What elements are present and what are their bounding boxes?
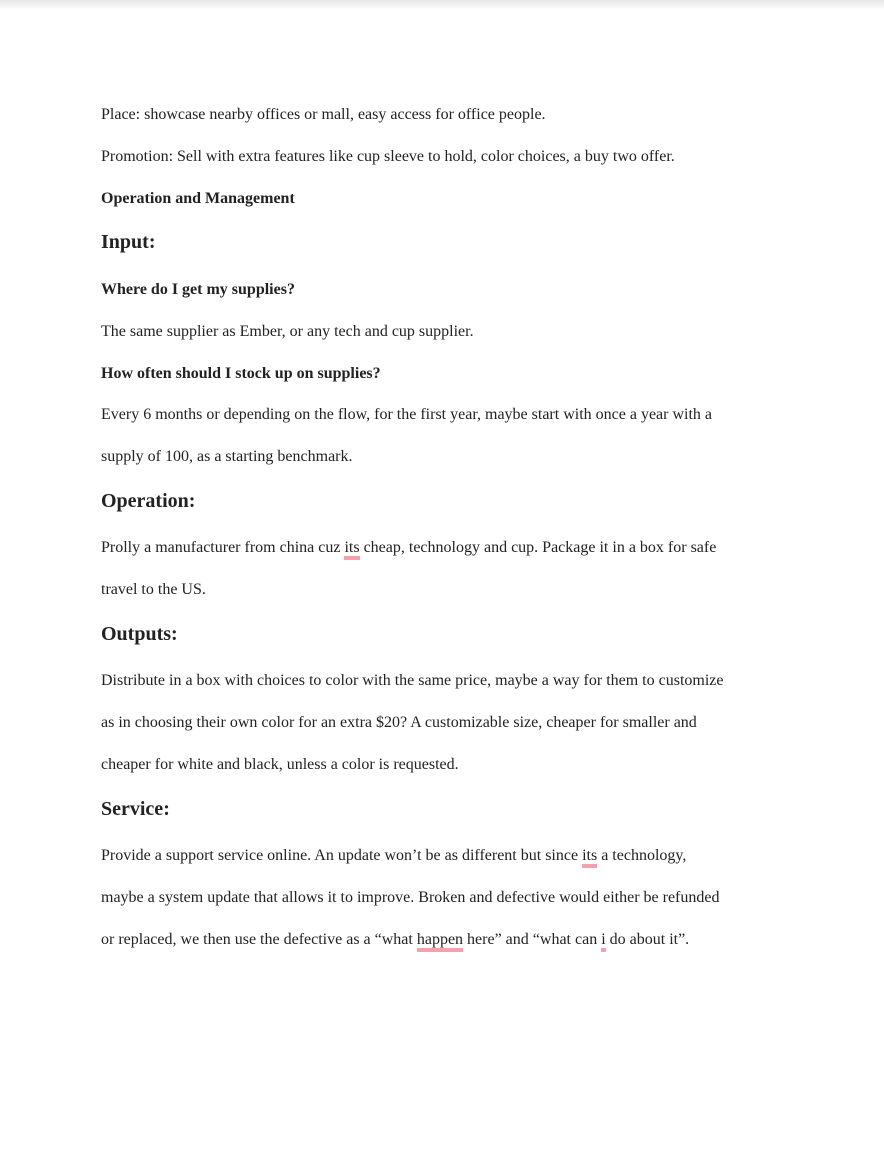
supplies-answer: The same supplier as Ember, or any tech and cup supplier. — [101, 323, 474, 340]
page-top-shadow — [0, 0, 884, 10]
operation-line — [101, 538, 716, 558]
input-heading: Input: — [101, 231, 156, 253]
outputs-line: Distribute in a box with choices to color with the same price, maybe a way for them to customize — [101, 672, 724, 689]
supplies-question: Where do I get my supplies? — [101, 281, 295, 298]
spellcheck-flagged-word[interactable]: happen — [416, 931, 464, 948]
outputs-line: as in choosing their own color for an extra $20? A customizable size, cheaper for smaller and — [101, 714, 697, 731]
service-heading: Service: — [101, 798, 170, 820]
service-line — [101, 930, 689, 950]
promotion-paragraph: Promotion: Sell with extra features like cup sleeve to hold, color choices, a buy two offer. — [101, 148, 675, 165]
spellcheck-flagged-word[interactable]: its — [582, 847, 598, 864]
operation-heading: Operation: — [101, 490, 196, 512]
outputs-heading: Outputs: — [101, 623, 178, 645]
spellcheck-flagged-word[interactable]: i — [601, 931, 606, 948]
service-line: maybe a system update that allows it to improve. Broken and defective would either be refunded — [101, 889, 720, 906]
section-title: Operation and Management — [101, 190, 295, 207]
spellcheck-flagged-word[interactable]: its — [344, 539, 360, 556]
stock-answer-line: supply of 100, as a starting benchmark. — [101, 448, 353, 465]
outputs-line: cheaper for white and black, unless a color is requested. — [101, 756, 459, 773]
text: here” and “what can — [463, 931, 602, 948]
text: Prolly a manufacturer from china cuz — [101, 539, 345, 556]
stock-answer-line: Every 6 months or depending on the flow, for the first year, maybe start with once a year with a — [101, 406, 713, 423]
text: a technology, — [597, 847, 687, 864]
text: cheap, technology and cup. Package it in a box for safe — [359, 539, 717, 556]
text: Provide a support service online. An update won’t be as different but since — [101, 847, 583, 864]
stock-question: How often should I stock up on supplies? — [101, 365, 381, 382]
text: or replaced, we then use the defective as a “what — [101, 931, 417, 948]
service-line — [101, 846, 686, 866]
place-paragraph: Place: showcase nearby offices or mall, easy access for office people. — [101, 106, 546, 123]
text: do about it”. — [605, 931, 690, 948]
operation-line: travel to the US. — [101, 581, 206, 598]
